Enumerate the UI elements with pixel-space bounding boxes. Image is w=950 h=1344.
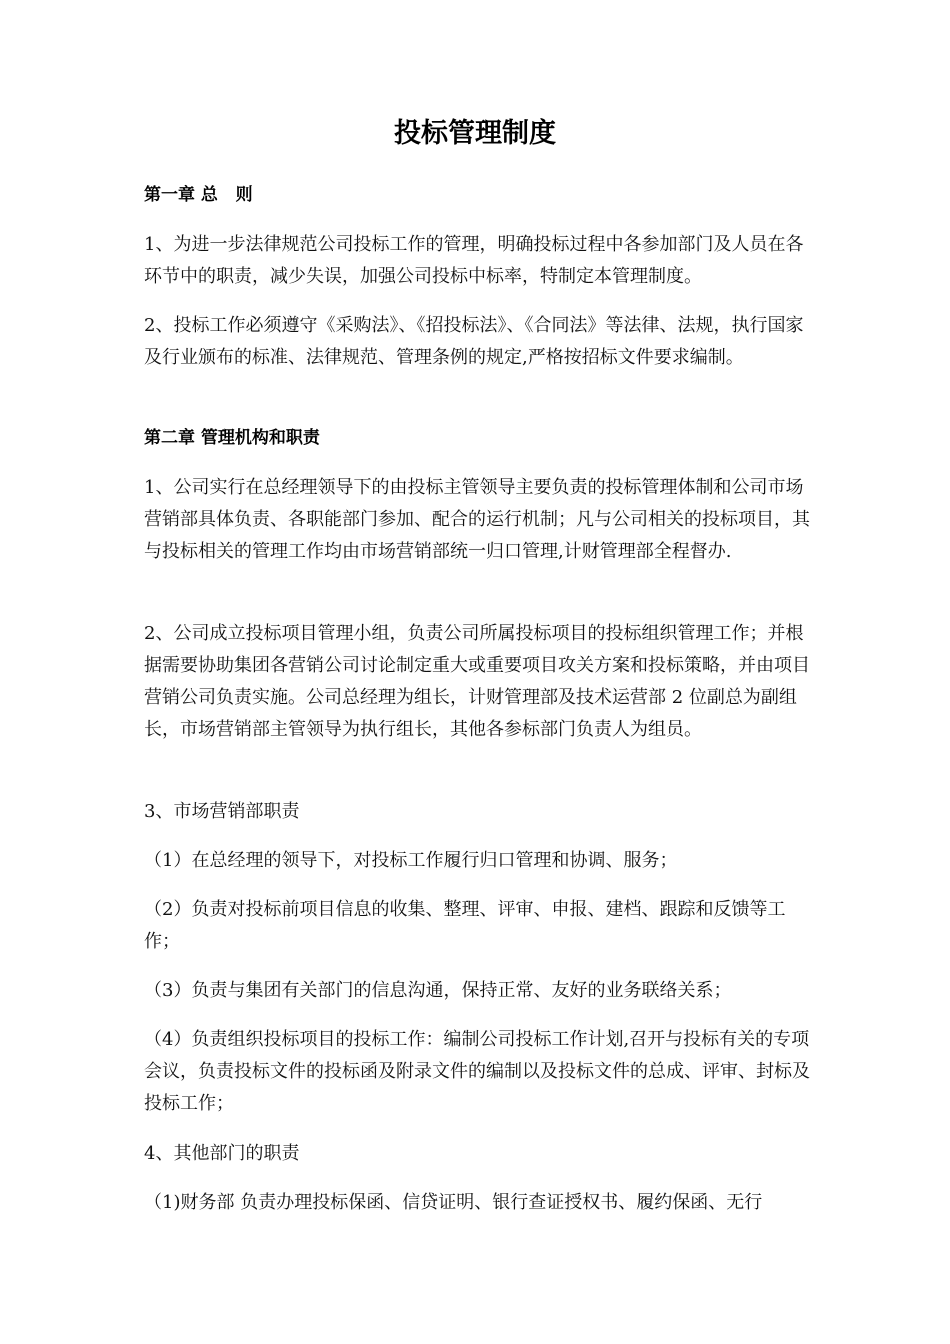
chapter-2-paragraph-3: 3、市场营销部职责 — [144, 801, 300, 822]
chapter-2-paragraph-4: 4、其他部门的职责 — [144, 1143, 300, 1164]
list-item-2: （2）负责对投标前项目信息的收集、整理、评审、申报、建档、跟踪和反馈等工作； — [144, 899, 786, 952]
list-item-1: （1）在总经理的领导下，对投标工作履行归口管理和协调、服务； — [144, 850, 678, 871]
document-title: 投标管理制度 — [394, 118, 556, 149]
chapter-1-paragraph-1: 1、为进一步法律规范公司投标工作的管理，明确投标过程中各参加部门及人员在各环节中的职责，减少失误，加强公司投标中标率，特制定本管理制度。 — [144, 234, 804, 287]
list-item-3: （3）负责与集团有关部门的信息沟通，保持正常、友好的业务联络关系； — [144, 980, 732, 1001]
chapter-2-heading: 第二章 管理机构和职责 — [144, 428, 320, 448]
chapter-1-paragraph-2: 2、投标工作必须遵守《采购法》、《招投标法》、《合同法》等法律、法规，执行国家及行业颁布的标准、法律规范、管理条例的规定,严格按招标文件要求编制。 — [144, 315, 804, 368]
chapter-2-paragraph-1: 1、公司实行在总经理领导下的由投标主管领导主要负责的投标管理体制和公司市场营销部具体负责、各职能部门参加、配合的运行机制；凡与公司相关的投标项目，其与投标相关的管理工作均由市场营销部统一归口管理,计财管理部全程督办. — [144, 477, 810, 562]
chapter-1-heading: 第一章 总 则 — [144, 185, 253, 205]
chapter-2-paragraph-2: 2、公司成立投标项目管理小组，负责公司所属投标项目的投标组织管理工作；并根据需要协助集团各营销公司讨论制定重大或重要项目攻关方案和投标策略，并由项目营销公司负责实施。公司总经理为组长，计财管理部及技术运营部 2 位副总为副组长，市场营销部主管领导为执行组长，其他各参标部门负责人为组员。 — [144, 623, 810, 740]
list-item-4: （4）负责组织投标项目的投标工作：编制公司投标工作计划,召开与投标有关的专项会议，负责投标文件的投标函及附录文件的编制以及投标文件的总成、评审、封标及投标工作； — [144, 1029, 810, 1114]
list-item-5: （1)财务部 负责办理投标保函、信贷证明、银行查证授权书、履约保函、无行 — [144, 1192, 763, 1213]
